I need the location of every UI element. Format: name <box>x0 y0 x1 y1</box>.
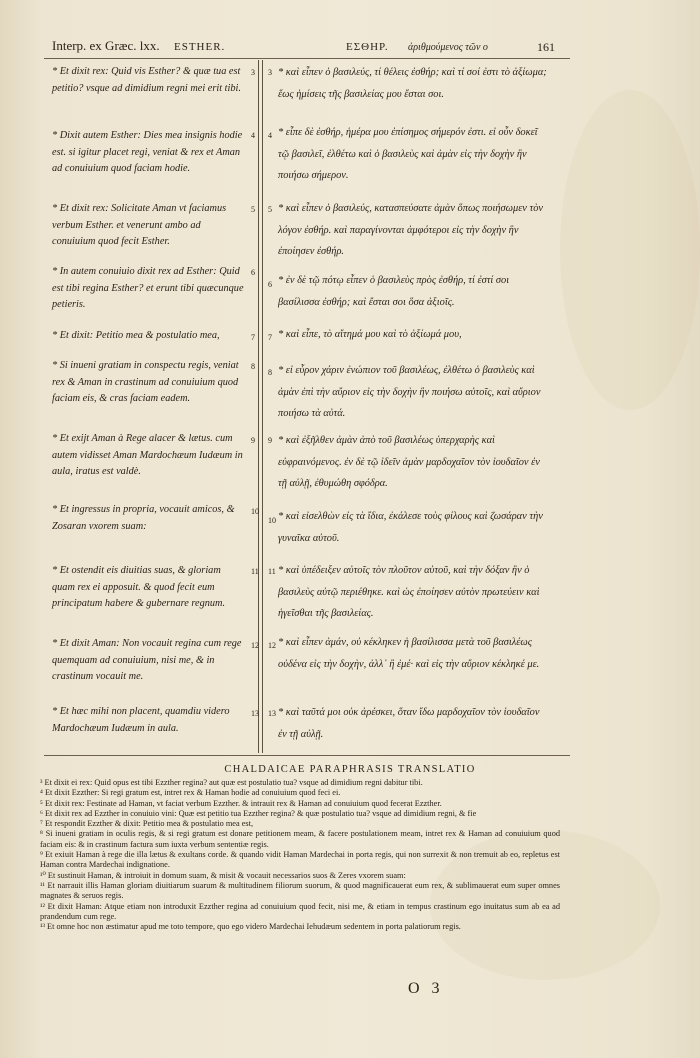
latin-verse: * Et exijt Aman à Rege alacer & lætus. cum autem vidisset Aman Mardochæum Iudæum in aula, iratus est valdè. <box>52 433 243 478</box>
verse-number: 3 <box>268 68 272 77</box>
greek-verse: * καὶ εἶπε, τὸ αἴτημά μου καὶ τὸ ἀξίωμά μου, <box>278 329 462 340</box>
verse-number: 11 <box>268 567 276 576</box>
greek-verse: * καὶ εἶπεν ὁ βασιλεύς, κατασπεύσατε ἀμὰν ὅπως ποιήσωμεν τὸν λόγον ἐσθήρ. καὶ παραγίνονται ἀμφότεροι εἰς τὴν δοχὴν ἣν ἐποίησεν ἐσθήρ. <box>278 203 544 257</box>
column-divider <box>262 60 263 753</box>
verse-number: 12 <box>268 641 276 650</box>
greek-verse: * καὶ ταῦτά μοι οὐκ ἀρέσκει, ὅταν ἴδω μαρδοχαῖον τὸν ἰουδαῖον ἐν τῇ αὐλῇ. <box>278 707 540 740</box>
greek-verse: * εἶπε δὲ ἐσθήρ, ἡμέρα μου ἐπίσημος σήμερόν ἐστι. εἰ οὖν δοκεῖ τῷ βασιλεῖ, ἐλθέτω καὶ ὁ βασιλεὺς καὶ ἀμὰν εἰς τὴν δοχὴν ἣν ποιήσω σήμερον. <box>278 127 538 181</box>
verse-number: 6 <box>251 268 255 277</box>
latin-verse: * Et hæc mihi non placent, quamdiu videro Mardochæum Iudæum in aula. <box>52 706 230 734</box>
verse-number: 6 <box>268 280 272 289</box>
greek-verse: * εἰ εὗρον χάριν ἐνώπιον τοῦ βασιλέως, ἐλθέτω ὁ βασιλεὺς καὶ ἀμὰν ἐπὶ τὴν αὔριον εἰς τὴν δοχὴν ἣν ποιήσω αὐτοῖς, καὶ αὔριον ποιήσω τὰ αὐτά. <box>278 365 541 419</box>
verse-number: 10 <box>251 507 259 516</box>
latin-verse: * Et dixit Aman: Non vocauit regina cum rege quemquam ad conuiuium, nisi me, & in crastinum vocauit me. <box>52 638 242 683</box>
latin-verse: * In autem conuiuio dixit rex ad Esther: Quid est tibi regina Esther? et erunt tibi quæcunque petieris. <box>52 266 244 311</box>
chaldaic-line: ⁷ Et respondit Ezzther & dixit: Petitio mea & postulatio mea est, <box>40 819 254 829</box>
chaldaic-line: ⁵ Et dixit rex: Festinate ad Haman, vt faciat verbum Ezzther. & intrauit rex & Haman ad conuiuium quod fecerat Ezzther. <box>40 798 442 808</box>
page-number: 161 <box>537 40 555 54</box>
chaldaic-line: ¹¹ Et narrauit illis Haman gloriam diuitiarum suarum & multitudinem filiorum suorum, & quod magnificauerat eum rex, & sublimauerat eum super omnes magnates & seruos regis. <box>40 880 560 901</box>
chaldaic-line: ¹⁰ Et sustinuit Haman, & introiuit in domum suam, & misit & vocauit necessarios suos & Zeres vxorem suam: <box>40 870 406 880</box>
chaldaic-paraphrase <box>40 778 560 932</box>
verse-number: 5 <box>268 205 272 214</box>
verse-number: 8 <box>268 368 272 377</box>
verse-number: 13 <box>268 709 276 718</box>
header-right-book: ΕΣΘΗΡ. <box>346 41 389 53</box>
verse-number: 7 <box>251 333 255 342</box>
verse-number: 3 <box>251 68 255 77</box>
paper-stain <box>560 90 700 410</box>
verse-number: 9 <box>268 436 272 445</box>
header-left-book: ESTHER. <box>174 41 226 53</box>
chaldaic-line: ³ Et dixit ei rex: Quid opus est tibi Ezzther regina? aut quæ est postulatio tua? vsque ad dimidium regni dabitur tibi. <box>40 778 423 787</box>
signature-mark: O 3 <box>408 980 444 997</box>
latin-verse: * Et ostendit eis diuitias suas, & gloriam quam rex ei apposuit. & quod fecit eum principatum habere & gubernare regnum. <box>52 565 226 610</box>
verse-number: 12 <box>251 641 259 650</box>
header-left-title: Interp. ex Græc. lxx. <box>52 38 160 53</box>
greek-verse: * καὶ εἶπεν ὁ βασιλεύς, τί θέλεις ἐσθήρ; καὶ τί σοί ἐστι τὸ ἀξίωμα; ἕως ἡμίσεις τῆς βασιλείας μου ἔσται σοι. <box>278 67 547 100</box>
latin-verse: * Et dixit: Petitio mea & postulatio mea, <box>52 330 220 341</box>
chaldaic-line: ⁹ Et exiuit Haman à rege die illa lætus & exultans corde. & quando vidit Haman Mardechai in porta regis, qui non surrexit & non tremuit ab eo, repletus est Haman contra Mardechai indignatione. <box>40 850 560 870</box>
chaldaic-line: ⁸ Si inueni gratiam in oculis regis, & si regi gratum est donare petitionem meam, & facere postulationem meam, intret rex & Haman ad conuiuium quod faciam eis: & in crastinum factura sum iuxta verbum sententiæ regis. <box>40 829 560 849</box>
verse-number: 10 <box>268 516 276 525</box>
verse-number: 8 <box>251 362 255 371</box>
latin-verse: * Et ingressus in propria, vocauit amicos, & Zosaran vxorem suam: <box>52 504 235 532</box>
greek-verse: * καὶ εἰσελθὼν εἰς τὰ ἴδια, ἐκάλεσε τοὺς φίλους καὶ ζωσάραν τὴν γυναῖκα αὐτοῦ. <box>278 511 543 544</box>
greek-verse: * καὶ ὑπέδειξεν αὐτοῖς τὸν πλοῦτον αὐτοῦ, καὶ τὴν δόξαν ἣν ὁ βασιλεὺς αὐτῷ περιέθηκε. καὶ ὡς ἐποίησεν αὐτὸν πρωτεύειν καὶ ἡγεῖσθαι τῆς βασιλείας. <box>278 565 540 619</box>
latin-verse: * Et dixit rex: Quid vis Esther? & quæ tua est petitio? vsque ad dimidium regni mei erit tibi. <box>52 66 241 94</box>
chaldaic-line: ⁶ Et dixit rex ad Ezzther in conuiuio vini: Quæ est petitio tua Ezzther regina? & quæ postulatio tua? vsque ad dimidium regni, & fie <box>40 808 477 818</box>
verse-number: 7 <box>268 333 272 342</box>
latin-verse: * Et dixit rex: Solicitate Aman vt faciamus verbum Esther. et venerunt ambo ad conuiuium quod fecit Esther. <box>52 203 227 248</box>
latin-verse: * Si inueni gratiam in conspectu regis, veniat rex & Aman in crastinum ad conuiuium quod faciam eis, & cras faciam eadem. <box>52 360 239 405</box>
verse-number: 4 <box>268 131 272 140</box>
verse-number: 11 <box>251 567 259 576</box>
section-rule <box>44 755 570 756</box>
verse-number: 9 <box>251 436 255 445</box>
greek-verse: * ἐν δὲ τῷ πότῳ εἶπεν ὁ βασιλεὺς πρὸς ἐσθήρ, τί ἐστί σοι βασίλισσα ἐσθήρ; καὶ ἔσται σοι ὅσα ἀξιοῖς. <box>278 275 510 308</box>
header-rule <box>44 58 570 59</box>
greek-verse: * καὶ ἐξῆλθεν ἀμὰν ἀπὸ τοῦ βασιλέως ὑπερχαρὴς καὶ εὐφραινόμενος. ἐν δὲ τῷ ἰδεῖν ἀμὰν μαρδοχαῖον τὸν ἰουδαῖον ἐν τῇ αὐλῇ, ἐθυμώθη σφόδρα. <box>278 435 540 489</box>
chaldaic-line: ⁴ Et dixit Ezzther: Si regi gratum est, intret rex & Haman hodie ad conuiuium quod feci ei. <box>40 788 341 798</box>
latin-verse: * Dixit autem Esther: Dies mea insignis hodie est. si igitur placet regi, veniat & rex et Aman ad conuiuium quod faciam hodie. <box>52 130 243 175</box>
greek-verse: * καὶ εἶπεν ἀμάν, οὐ κέκληκεν ἡ βασίλισσα μετὰ τοῦ βασιλέως οὐδένα εἰς τὴν δοχὴν, ἀλλ᾽ ἢ ἐμέ· καὶ εἰς τὴν αὔριον κέκληκέ με. <box>278 637 540 670</box>
verse-number: 4 <box>251 131 255 140</box>
verse-number: 5 <box>251 205 255 214</box>
verse-number: 13 <box>251 709 259 718</box>
chaldaic-line: ¹³ Et omne hoc non æstimatur apud me toto tempore, quo ego videro Mardechai Iehudæum sedentem in porta palatiorum regis. <box>40 922 461 932</box>
chaldaic-line: ¹² Et dixit Haman: Atque etiam non introduxit Ezzther regina ad conuiuium quod fecit, nisi me, & etiam in tempus crastinum ego inuitatus sum ab ea ad prandendum cum rege. <box>40 901 560 921</box>
header-note: ἀριθμούμενος τῶν ο <box>408 42 488 53</box>
chaldaic-title: CHALDAICAE PARAPHRASIS TRANSLATIO <box>224 764 476 775</box>
